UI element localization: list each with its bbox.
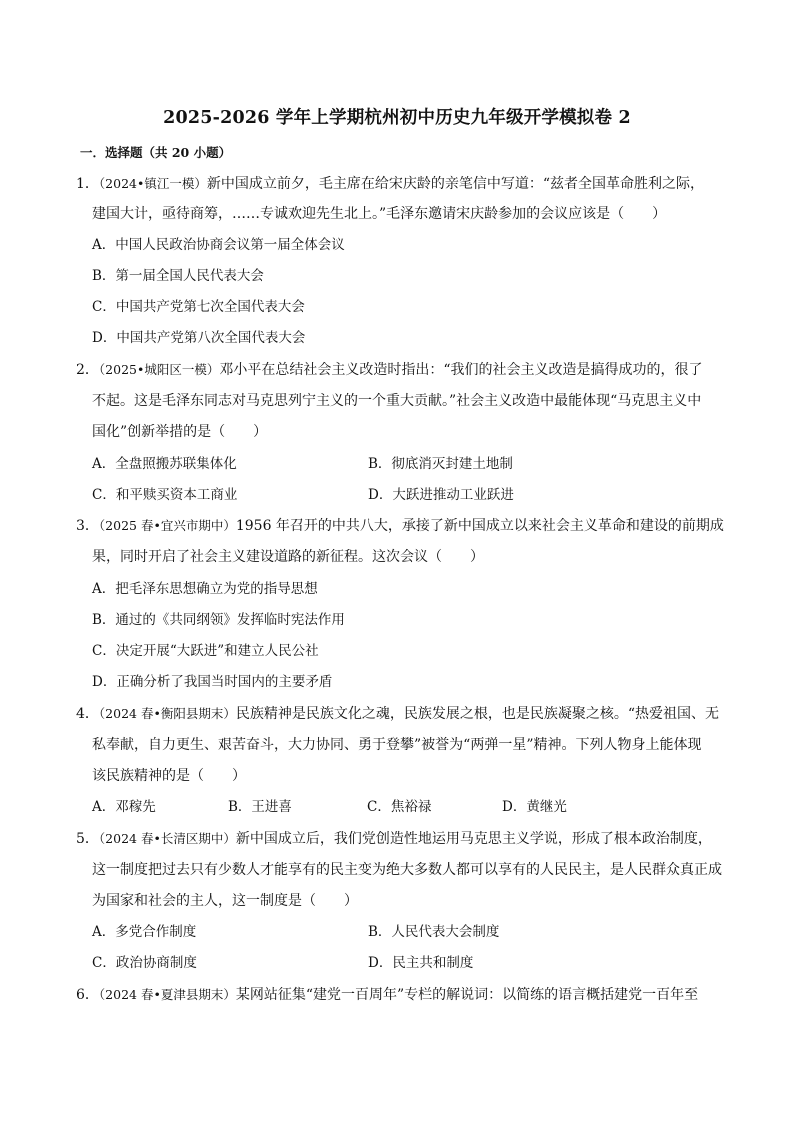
question-text: 建国大计，亟待商筹，……专诚欢迎先生北上。”毛泽东邀请宋庆龄参加的会议应该是（ ） bbox=[92, 206, 667, 222]
option-d[interactable]: D．大跃进推动工业跃进 bbox=[368, 487, 514, 503]
question-number: 4． bbox=[76, 706, 99, 722]
question-text: 不起。这是毛泽东同志对马克思列宁主义的一个重大贡献。”社会主义改造中最能体现“马克思主义中 bbox=[92, 393, 702, 409]
exam-title: 2025-2026 学年上学期杭州初中历史九年级开学模拟卷 2 bbox=[163, 108, 631, 128]
question-number: 1． bbox=[76, 176, 99, 192]
option-a[interactable]: A．把毛泽东思想确立为党的指导思想 bbox=[92, 581, 318, 597]
option-c[interactable]: C．焦裕禄 bbox=[367, 799, 432, 815]
option-a[interactable]: A．中国人民政治协商会议第一届全体会议 bbox=[92, 237, 345, 253]
question-source: （2024 春•衡阳县期末） bbox=[98, 706, 236, 721]
question-source: （2025•城阳区一模） bbox=[98, 362, 220, 377]
question-text: 新中国成立前夕，毛主席在给宋庆龄的亲笔信中写道：“兹者全国革命胜利之际， bbox=[206, 176, 705, 192]
question-text: 果，同时开启了社会主义建设道路的新征程。这次会议（ ） bbox=[92, 549, 484, 565]
question-source: （2024 春•夏津县期末） bbox=[98, 987, 236, 1002]
question-text: 某网站征集“建党一百周年”专栏的解说词：以简练的语言概括建党一百年至 bbox=[235, 987, 699, 1003]
option-c[interactable]: C．中国共产党第七次全国代表大会 bbox=[92, 299, 305, 315]
question-number: 6． bbox=[76, 987, 99, 1003]
question-text: 这一制度把过去只有少数人才能享有的民主变为绝大多数人都可以享有的人民民主，是人民群众真正成 bbox=[92, 862, 722, 878]
option-b[interactable]: B．人民代表大会制度 bbox=[368, 924, 500, 940]
question-text: 为国家和社会的主人，这一制度是（ ） bbox=[92, 893, 358, 909]
option-a[interactable]: A．多党合作制度 bbox=[92, 924, 197, 940]
option-d[interactable]: D．黄继光 bbox=[502, 799, 567, 815]
option-c[interactable]: C．和平赎买资本工商业 bbox=[92, 487, 238, 503]
option-b[interactable]: B．通过的《共同纲领》发挥临时宪法作用 bbox=[92, 612, 345, 628]
question-text: 该民族精神的是（ ） bbox=[92, 768, 246, 784]
question-number: 3． bbox=[76, 518, 99, 534]
option-d[interactable]: D．正确分析了我国当时国内的主要矛盾 bbox=[92, 674, 333, 690]
question-source: （2025 春•宜兴市期中） bbox=[98, 518, 236, 533]
option-c[interactable]: C．决定开展“大跃进”和建立人民公社 bbox=[92, 643, 319, 659]
question-number: 2． bbox=[76, 362, 99, 378]
question-source: （2024 春•长清区期中） bbox=[98, 831, 236, 846]
question-source: （2024•镇江一模） bbox=[98, 176, 207, 191]
question-text: 民族精神是民族文化之魂，民族发展之根，也是民族凝聚之核。“热爱祖国、无 bbox=[235, 706, 719, 722]
question-text: 邓小平在总结社会主义改造时指出：“我们的社会主义改造是搞得成功的，很了 bbox=[219, 362, 703, 378]
option-c[interactable]: C．政治协商制度 bbox=[92, 955, 197, 971]
option-a[interactable]: A．邓稼先 bbox=[92, 799, 156, 815]
question-text: 国化”创新举措的是（ ） bbox=[92, 424, 268, 440]
question-text: 私奉献，自力更生、艰苦奋斗，大力协同、勇于登攀”被誉为“两弹一星”精神。下列人物身上能体现 bbox=[92, 737, 702, 753]
option-a[interactable]: A．全盘照搬苏联集体化 bbox=[92, 456, 237, 472]
option-d[interactable]: D．中国共产党第八次全国代表大会 bbox=[92, 330, 306, 346]
question-text: 1956 年召开的中共八大，承接了新中国成立以来社会主义革命和建设的前期成 bbox=[235, 518, 724, 534]
option-b[interactable]: B．第一届全国人民代表大会 bbox=[92, 268, 264, 284]
option-b[interactable]: B．王进喜 bbox=[228, 799, 292, 815]
question-number: 5． bbox=[76, 831, 99, 847]
section-heading: 一．选择题（共 20 小题） bbox=[80, 145, 232, 160]
option-d[interactable]: D．民主共和制度 bbox=[368, 955, 474, 971]
question-text: 新中国成立后，我们党创造性地运用马克思主义学说，形成了根本政治制度， bbox=[235, 831, 712, 847]
option-b[interactable]: B．彻底消灭封建土地制 bbox=[368, 456, 513, 472]
